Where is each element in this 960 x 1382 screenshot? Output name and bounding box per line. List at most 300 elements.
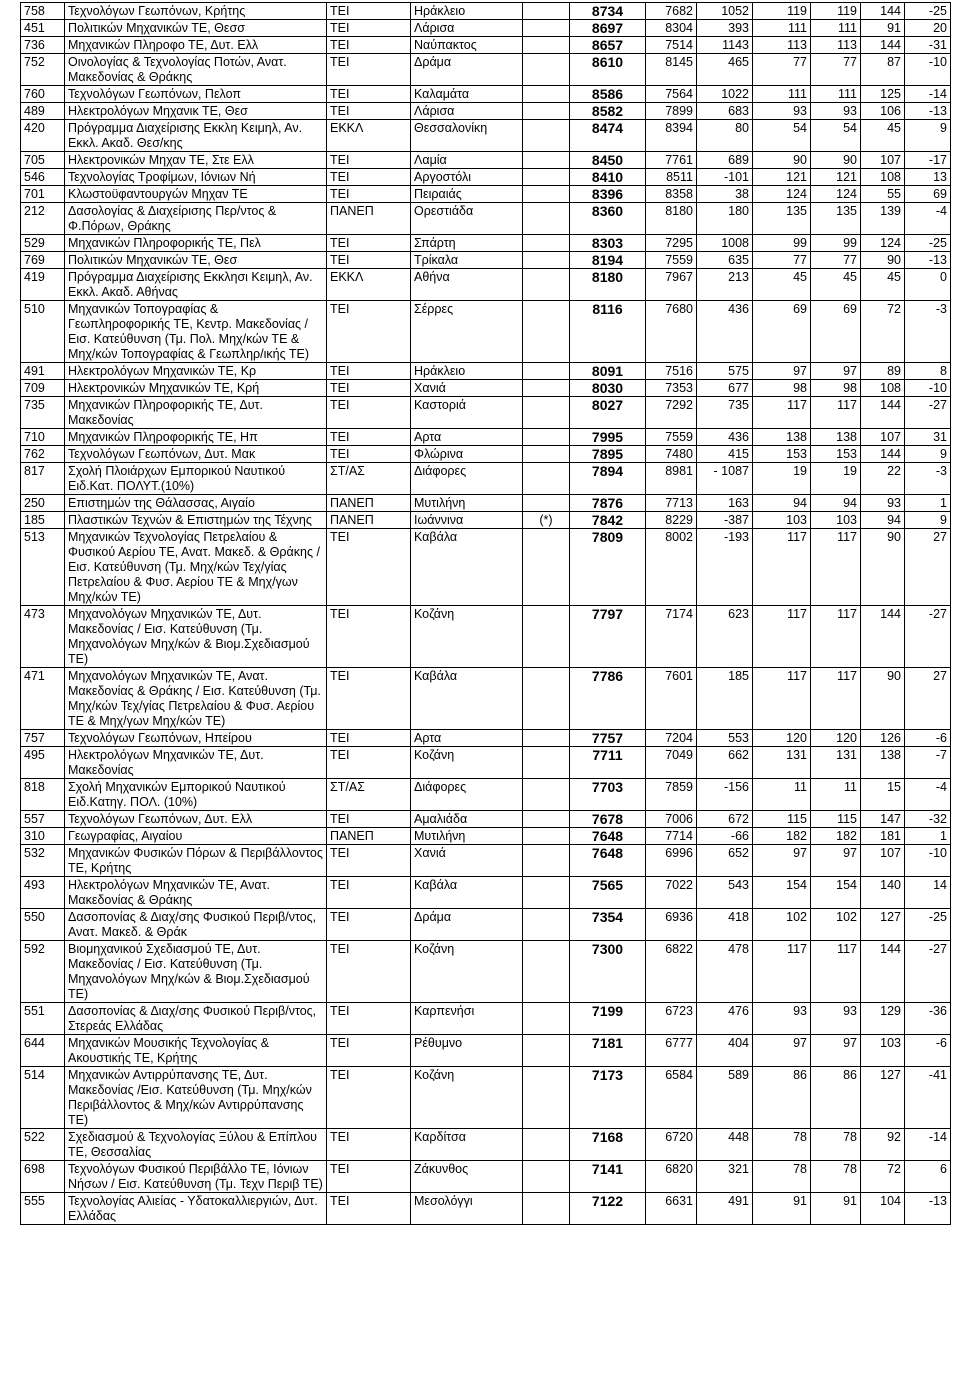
note-mark [523,877,570,909]
previous-positions: 139 [861,203,905,235]
department-name: Μηχανολόγων Μηχανικών ΤΕ, Ανατ. Μακεδονίας & Θράκης / Εισ. Κατεύθυνση (Τμ. Μηχ/κών Τεχ/γίας Πετρελαίου & Φυσ. Αερίου ΤΕ & Μηχ/γων Μηχ/κών ΤΕ) [65,668,327,730]
department-name: Ηλεκτρολόγων Μηχανικ ΤΕ, Θεσ [65,103,327,120]
score-difference: 393 [697,20,753,37]
table-row [21,1067,951,1129]
department-name: Τεχνολογίας Τροφίμων, Ιόνιων Νή [65,169,327,186]
institution-type: ΤΕΙ [327,252,411,269]
admission-scores-table [20,2,951,1225]
department-code: 762 [21,446,65,463]
department-name: Δασοπονίας & Διαχ/σης Φυσικού Περιβ/ντος, Στερεάς Ελλάδας [65,1003,327,1035]
previous-score: 7049 [646,747,697,779]
previous-score: 7680 [646,301,697,363]
admitted: 117 [811,941,861,1003]
previous-positions: 138 [861,747,905,779]
previous-positions: 127 [861,909,905,941]
city: Δράμα [411,54,523,86]
admitted: 98 [811,380,861,397]
note-mark [523,169,570,186]
institution-type: ΤΕΙ [327,845,411,877]
institution-type: ΠΑΝΕΠ [327,203,411,235]
note-mark [523,828,570,845]
positions: 54 [753,120,811,152]
positions: 94 [753,495,811,512]
institution-type: ΤΕΙ [327,1035,411,1067]
previous-positions: 93 [861,495,905,512]
table-row [21,363,951,380]
base-score: 8657 [570,37,646,54]
score-difference: 436 [697,429,753,446]
admitted: 120 [811,730,861,747]
base-score: 7876 [570,495,646,512]
base-score: 8091 [570,363,646,380]
base-score: 7895 [570,446,646,463]
score-difference: 677 [697,380,753,397]
department-code: 736 [21,37,65,54]
base-score: 8734 [570,3,646,20]
table-row [21,495,951,512]
table-body [21,3,951,1225]
department-name: Σχολή Πλοιάρχων Εμπορικού Ναυτικού Ειδ.Κατ. ΠΟΛΥΤ.(10%) [65,463,327,495]
department-name: Τεχνολόγων Γεωπόνων, Δυτ. Ελλ [65,811,327,828]
city: Αργοστόλι [411,169,523,186]
department-code: 522 [21,1129,65,1161]
previous-positions: 124 [861,235,905,252]
table-row [21,877,951,909]
admitted: 99 [811,235,861,252]
department-code: 701 [21,186,65,203]
department-name: Μηχανικών Φυσικών Πόρων & Περιβάλλοντος ΤΕ, Κρήτης [65,845,327,877]
positions-difference: -31 [905,37,951,54]
previous-positions: 89 [861,363,905,380]
previous-score: 6631 [646,1193,697,1225]
previous-score: 6723 [646,1003,697,1035]
previous-score: 7204 [646,730,697,747]
city: Ρέθυμνο [411,1035,523,1067]
positions-difference: -6 [905,1035,951,1067]
note-mark [523,495,570,512]
base-score: 7786 [570,668,646,730]
table-row [21,909,951,941]
positions-difference: -6 [905,730,951,747]
previous-positions: 92 [861,1129,905,1161]
note-mark [523,941,570,1003]
city: Ηράκλειο [411,3,523,20]
previous-positions: 129 [861,1003,905,1035]
previous-score: 7967 [646,269,697,301]
score-difference: 1022 [697,86,753,103]
institution-type: ΤΕΙ [327,103,411,120]
base-score: 8474 [570,120,646,152]
previous-positions: 107 [861,845,905,877]
positions: 119 [753,3,811,20]
note-mark [523,20,570,37]
department-code: 514 [21,1067,65,1129]
department-code: 550 [21,909,65,941]
previous-score: 6777 [646,1035,697,1067]
positions: 90 [753,152,811,169]
department-name: Μηχανολόγων Μηχανικών ΤΕ, Δυτ. Μακεδονίας / Εισ. Κατεύθυνση (Τμ. Μηχανολόγων Μηχ/κών & Βιομ.Σχεδιασμού ΤΕ) [65,606,327,668]
previous-positions: 127 [861,1067,905,1129]
base-score: 7300 [570,941,646,1003]
previous-positions: 144 [861,397,905,429]
previous-score: 7353 [646,380,697,397]
city: Καλαμάτα [411,86,523,103]
score-difference: 652 [697,845,753,877]
previous-score: 7022 [646,877,697,909]
institution-type: ΤΕΙ [327,397,411,429]
admitted: 153 [811,446,861,463]
institution-type: ΕΚΚΛ [327,269,411,301]
institution-type: ΣΤ/ΑΣ [327,779,411,811]
table-row [21,1035,951,1067]
positions: 113 [753,37,811,54]
institution-type: ΤΕΙ [327,668,411,730]
institution-type: ΤΕΙ [327,1003,411,1035]
table-row [21,747,951,779]
table-row [21,668,951,730]
positions-difference: 1 [905,828,951,845]
previous-score: 7514 [646,37,697,54]
score-difference: -66 [697,828,753,845]
department-name: Ηλεκτρονικών Μηχαν ΤΕ, Στε Ελλ [65,152,327,169]
department-name: Μηχανικών Πληροφορικής ΤΕ, Ηπ [65,429,327,446]
table-row [21,828,951,845]
department-code: 592 [21,941,65,1003]
positions: 11 [753,779,811,811]
base-score: 7842 [570,512,646,529]
department-name: Ηλεκτρολόγων Μηχανικών ΤΕ, Δυτ. Μακεδονίας [65,747,327,779]
institution-type: ΤΕΙ [327,747,411,779]
previous-positions: 144 [861,37,905,54]
score-difference: 662 [697,747,753,779]
institution-type: ΤΕΙ [327,186,411,203]
score-difference: -101 [697,169,753,186]
admitted: 124 [811,186,861,203]
previous-score: 7899 [646,103,697,120]
admitted: 97 [811,1035,861,1067]
city: Αμαλιάδα [411,811,523,828]
score-difference: 415 [697,446,753,463]
positions-difference: 0 [905,269,951,301]
positions: 102 [753,909,811,941]
institution-type: ΤΕΙ [327,446,411,463]
score-difference: 476 [697,1003,753,1035]
city: Μεσολόγγι [411,1193,523,1225]
previous-score: 7601 [646,668,697,730]
previous-positions: 126 [861,730,905,747]
city: Φλώρινα [411,446,523,463]
previous-positions: 181 [861,828,905,845]
department-code: 705 [21,152,65,169]
note-mark [523,811,570,828]
table-row [21,203,951,235]
base-score: 7703 [570,779,646,811]
previous-positions: 45 [861,269,905,301]
admitted: 19 [811,463,861,495]
base-score: 8586 [570,86,646,103]
previous-score: 7713 [646,495,697,512]
score-difference: 553 [697,730,753,747]
positions-difference: -27 [905,397,951,429]
base-score: 8030 [570,380,646,397]
previous-positions: 72 [861,301,905,363]
department-name: Τεχνολόγων Φυσικού Περιβάλλο ΤΕ, Ιόνιων Νήσων / Εισ. Κατεύθυνση (Τμ. Τεχν Περιβ ΤΕ) [65,1161,327,1193]
city: Ορεστιάδα [411,203,523,235]
department-code: 493 [21,877,65,909]
score-difference: 491 [697,1193,753,1225]
department-code: 489 [21,103,65,120]
positions-difference: -17 [905,152,951,169]
base-score: 7173 [570,1067,646,1129]
city: Μυτιλήνη [411,828,523,845]
department-code: 769 [21,252,65,269]
note-mark [523,606,570,668]
positions-difference: -25 [905,909,951,941]
city: Λάρισα [411,103,523,120]
admitted: 117 [811,529,861,606]
department-code: 185 [21,512,65,529]
institution-type: ΤΕΙ [327,235,411,252]
positions-difference: 9 [905,446,951,463]
positions-difference: -14 [905,86,951,103]
score-difference: 213 [697,269,753,301]
note-mark [523,152,570,169]
institution-type: ΤΕΙ [327,169,411,186]
score-difference: 672 [697,811,753,828]
institution-type: ΤΕΙ [327,1129,411,1161]
admitted: 97 [811,363,861,380]
institution-type: ΠΑΝΕΠ [327,512,411,529]
admitted: 11 [811,779,861,811]
department-code: 757 [21,730,65,747]
admitted: 45 [811,269,861,301]
base-score: 7181 [570,1035,646,1067]
admitted: 78 [811,1129,861,1161]
table-row [21,3,951,20]
previous-positions: 90 [861,252,905,269]
previous-positions: 15 [861,779,905,811]
city: Τρίκαλα [411,252,523,269]
positions-difference: 27 [905,529,951,606]
institution-type: ΤΕΙ [327,811,411,828]
previous-positions: 91 [861,20,905,37]
admitted: 90 [811,152,861,169]
note-mark [523,668,570,730]
base-score: 7648 [570,828,646,845]
city: Καρπενήσι [411,1003,523,1035]
admitted: 111 [811,20,861,37]
note-mark [523,120,570,152]
note-mark [523,1003,570,1035]
positions-difference: -4 [905,203,951,235]
department-name: Πλαστικών Τεχνών & Επιστημών της Τέχνης [65,512,327,529]
table-row [21,1129,951,1161]
city: Αρτα [411,429,523,446]
department-code: 513 [21,529,65,606]
city: Ιωάννινα [411,512,523,529]
city: Δράμα [411,909,523,941]
department-code: 555 [21,1193,65,1225]
positions-difference: 14 [905,877,951,909]
positions-difference: -27 [905,941,951,1003]
positions: 78 [753,1129,811,1161]
department-name: Γεωγραφίας, Αιγαίου [65,828,327,845]
city: Αρτα [411,730,523,747]
positions: 138 [753,429,811,446]
positions-difference: -36 [905,1003,951,1035]
previous-score: 6822 [646,941,697,1003]
positions: 93 [753,1003,811,1035]
institution-type: ΤΕΙ [327,380,411,397]
admitted: 113 [811,37,861,54]
department-code: 310 [21,828,65,845]
score-difference: -387 [697,512,753,529]
table-row [21,380,951,397]
department-name: Δασολογίας & Διαχείρισης Περ/ντος & Φ.Πόρων, Θράκης [65,203,327,235]
base-score: 7678 [570,811,646,828]
base-score: 7995 [570,429,646,446]
previous-score: 8229 [646,512,697,529]
base-score: 8027 [570,397,646,429]
base-score: 8360 [570,203,646,235]
score-difference: 735 [697,397,753,429]
admitted: 69 [811,301,861,363]
positions: 97 [753,363,811,380]
table-row [21,730,951,747]
positions-difference: -13 [905,252,951,269]
previous-score: 7292 [646,397,697,429]
previous-score: 7295 [646,235,697,252]
department-code: 546 [21,169,65,186]
department-name: Μηχανικών Αντιρρύπανσης ΤΕ, Δυτ. Μακεδονίας /Εισ. Κατεύθυνση (Τμ. Μηχ/κών Περιβάλλοντος & Μηχ/κών Αντιρρύπανσης ΤΕ) [65,1067,327,1129]
previous-positions: 55 [861,186,905,203]
note-mark [523,529,570,606]
positions-difference: -14 [905,1129,951,1161]
department-name: Τεχνολόγων Γεωπόνων, Δυτ. Μακ [65,446,327,463]
base-score: 7711 [570,747,646,779]
department-name: Βιομηχανικού Σχεδιασμού ΤΕ, Δυτ. Μακεδονίας / Εισ. Κατεύθυνση (Τμ. Μηχανολόγων Μηχ/κών & Βιομ.Σχεδιασμού ΤΕ) [65,941,327,1003]
positions-difference: 27 [905,668,951,730]
note-mark [523,363,570,380]
note-mark [523,54,570,86]
department-code: 710 [21,429,65,446]
department-name: Πολιτικών Μηχανικών ΤΕ, Θεσ [65,252,327,269]
note-mark [523,269,570,301]
institution-type: ΕΚΚΛ [327,120,411,152]
positions-difference: -13 [905,1193,951,1225]
note-mark [523,730,570,747]
table-row [21,120,951,152]
previous-score: 8511 [646,169,697,186]
positions: 45 [753,269,811,301]
base-score: 7141 [570,1161,646,1193]
score-difference: 418 [697,909,753,941]
department-code: 698 [21,1161,65,1193]
institution-type: ΤΕΙ [327,730,411,747]
base-score: 7199 [570,1003,646,1035]
city: Σπάρτη [411,235,523,252]
department-name: Πολιτικών Μηχανικών ΤΕ, Θεσσ [65,20,327,37]
table-row [21,1193,951,1225]
previous-score: 8180 [646,203,697,235]
department-code: 551 [21,1003,65,1035]
department-name: Επιστημών της Θάλασσας, Αιγαίο [65,495,327,512]
department-name: Δασοπονίας & Διαχ/σης Φυσικού Περιβ/ντος, Ανατ. Μακεδ. & Θράκ [65,909,327,941]
previous-score: 7006 [646,811,697,828]
positions: 117 [753,397,811,429]
department-name: Σχεδιασμού & Τεχνολογίας Ξύλου & Επίπλου ΤΕ, Θεσσαλίας [65,1129,327,1161]
note-mark [523,397,570,429]
previous-score: 7714 [646,828,697,845]
institution-type: ΤΕΙ [327,363,411,380]
table-row [21,54,951,86]
table-row [21,845,951,877]
positions: 93 [753,103,811,120]
table-row [21,779,951,811]
city: Διάφορες [411,463,523,495]
city: Καβάλα [411,877,523,909]
department-code: 250 [21,495,65,512]
positions: 117 [753,606,811,668]
city: Χανιά [411,845,523,877]
base-score: 8303 [570,235,646,252]
positions: 124 [753,186,811,203]
note-mark [523,446,570,463]
department-code: 817 [21,463,65,495]
note-mark [523,1067,570,1129]
admitted: 135 [811,203,861,235]
institution-type: ΠΑΝΕΠ [327,828,411,845]
previous-score: 6584 [646,1067,697,1129]
department-code: 557 [21,811,65,828]
table-row [21,103,951,120]
institution-type: ΤΕΙ [327,37,411,54]
score-difference: 448 [697,1129,753,1161]
positions: 78 [753,1161,811,1193]
institution-type: ΤΕΙ [327,20,411,37]
admitted: 94 [811,495,861,512]
institution-type: ΤΕΙ [327,54,411,86]
base-score: 7757 [570,730,646,747]
table-row [21,606,951,668]
previous-positions: 125 [861,86,905,103]
previous-positions: 108 [861,169,905,186]
note-mark [523,186,570,203]
admitted: 182 [811,828,861,845]
admitted: 138 [811,429,861,446]
base-score: 8582 [570,103,646,120]
table-row [21,463,951,495]
table-row [21,86,951,103]
department-name: Πρόγραμμα Διαχείρισης Εκκλη Κειμηλ, Αν. Εκκλ. Ακαδ. Θεσ/κης [65,120,327,152]
score-difference: 38 [697,186,753,203]
city: Διάφορες [411,779,523,811]
previous-positions: 103 [861,1035,905,1067]
department-name: Ηλεκτρολόγων Μηχανικών ΤΕ, Κρ [65,363,327,380]
note-mark [523,203,570,235]
positions-difference: -25 [905,235,951,252]
department-name: Μηχανικών Τοπογραφίας & Γεωπληροφορικής ΤΕ, Κεντρ. Μακεδονίας / Εισ. Κατεύθυνση (Τμ. Πολ. Μηχ/κών ΤΕ & Μηχ/κών Τοπογραφίας & Γεωπληρ/ικής ΤΕ) [65,301,327,363]
note-mark [523,103,570,120]
institution-type: ΤΕΙ [327,429,411,446]
positions: 154 [753,877,811,909]
score-difference: 478 [697,941,753,1003]
table-row [21,512,951,529]
previous-positions: 90 [861,529,905,606]
department-code: 495 [21,747,65,779]
institution-type: ΣΤ/ΑΣ [327,463,411,495]
score-difference: 589 [697,1067,753,1129]
